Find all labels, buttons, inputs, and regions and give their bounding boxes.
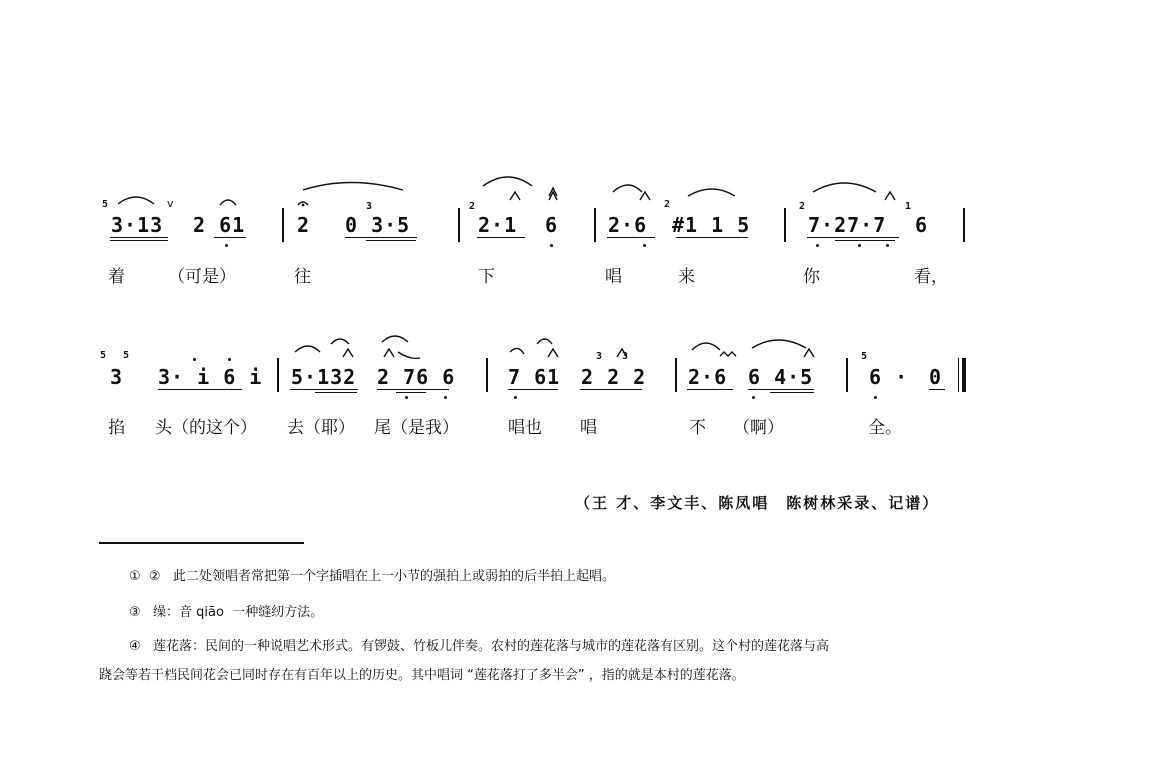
slur <box>510 348 524 354</box>
grace-note: 2 <box>664 199 671 210</box>
grace-note: 5 <box>100 350 107 361</box>
note-group: 2 2 2 <box>581 365 647 389</box>
note-group: 2 76 6 <box>377 365 456 389</box>
slur <box>331 339 349 344</box>
lyric: 不 <box>689 418 706 438</box>
slur <box>692 343 720 350</box>
note-group: 2·6 <box>608 213 648 237</box>
slur <box>813 183 876 192</box>
lyric: 你 <box>803 267 820 287</box>
breath-mark: v <box>167 197 174 210</box>
note-group: 0 <box>929 365 943 389</box>
lyric: （可是） <box>168 267 236 287</box>
grace-note: 5 <box>102 199 109 210</box>
note-group: 2 61 <box>193 213 246 237</box>
slur <box>118 197 154 204</box>
note-group: 2·6 <box>688 365 728 389</box>
footnote-3: ③ 缲：音 qiāo 一种缝纫方法。 <box>129 605 324 620</box>
lyric: 来 <box>678 267 695 287</box>
note-group: 2·1 <box>478 213 518 237</box>
performer-credit: （王 才、李文丰、陈凤唱 陈树林采录、记谱） <box>575 494 940 512</box>
slur <box>295 346 320 352</box>
lyric: 着 <box>108 267 125 287</box>
lyric: 下 <box>478 267 495 287</box>
lyric: 看， <box>914 267 948 287</box>
slur <box>752 340 806 348</box>
lyric: 唱 <box>605 267 622 287</box>
note-group: 5·132 <box>291 365 357 389</box>
slur <box>483 177 532 186</box>
note-group: #1 1 5 <box>672 213 751 237</box>
note-group: 3·13 <box>111 213 164 237</box>
lyric: 唱 <box>580 418 597 438</box>
footnote-divider <box>99 542 304 544</box>
lyric: 全。 <box>868 418 902 438</box>
grace-note: 2 <box>799 201 806 212</box>
lyric: 掐 <box>108 418 125 438</box>
note-group: 2 <box>297 213 311 237</box>
lyric: 头（的这个） <box>155 418 257 438</box>
note-group: 3· i 6 i <box>158 365 263 389</box>
lyric: （啊） <box>733 418 784 438</box>
slur <box>220 200 236 205</box>
slur <box>537 339 552 344</box>
footnote-4-line-2: 跷会等若干档民间花会已同时存在有百年以上的历史。其中唱词 “莲花落打了多半会” ，指的就是本村的莲花落。 <box>99 668 745 683</box>
note-group: 7·27·7 <box>808 213 887 237</box>
note-group: 6 <box>915 213 929 237</box>
grace-note: 3 <box>622 351 629 362</box>
slur <box>382 336 408 342</box>
slur <box>398 352 420 358</box>
grace-note: 5 <box>123 350 130 361</box>
footnote-1-2: ① ② 此二处领唱者常把第一个字插唱在上一小节的强拍上或弱拍的后半拍上起唱。 <box>129 569 615 584</box>
grace-note: 1 <box>905 201 912 212</box>
note-group: 7 61 <box>508 365 561 389</box>
note-group: 6 <box>545 213 559 237</box>
grace-note: 2 <box>469 201 476 212</box>
slur <box>303 183 403 191</box>
grace-note: 3 <box>596 351 603 362</box>
slur <box>613 185 642 192</box>
note-group: 3 <box>110 365 124 389</box>
note-group: 0 3·5 <box>345 213 411 237</box>
slur <box>688 189 735 196</box>
note-group: 6 4·5 <box>748 365 814 389</box>
grace-note: 3 <box>366 201 373 212</box>
note-group: 6 · <box>869 365 909 389</box>
lyric: 唱也 <box>508 418 542 438</box>
lyric: 去（耶） <box>287 418 355 438</box>
lyric: 尾（是我） <box>374 418 459 438</box>
footnote-4-line-1: ④ 莲花落：民间的一种说唱艺术形式。有锣鼓、竹板儿伴奏。农村的莲花落与城市的莲花落有区别。这个村的莲花落与高 <box>129 639 830 654</box>
lyric: 往 <box>294 267 311 287</box>
grace-note: 5 <box>861 351 868 362</box>
